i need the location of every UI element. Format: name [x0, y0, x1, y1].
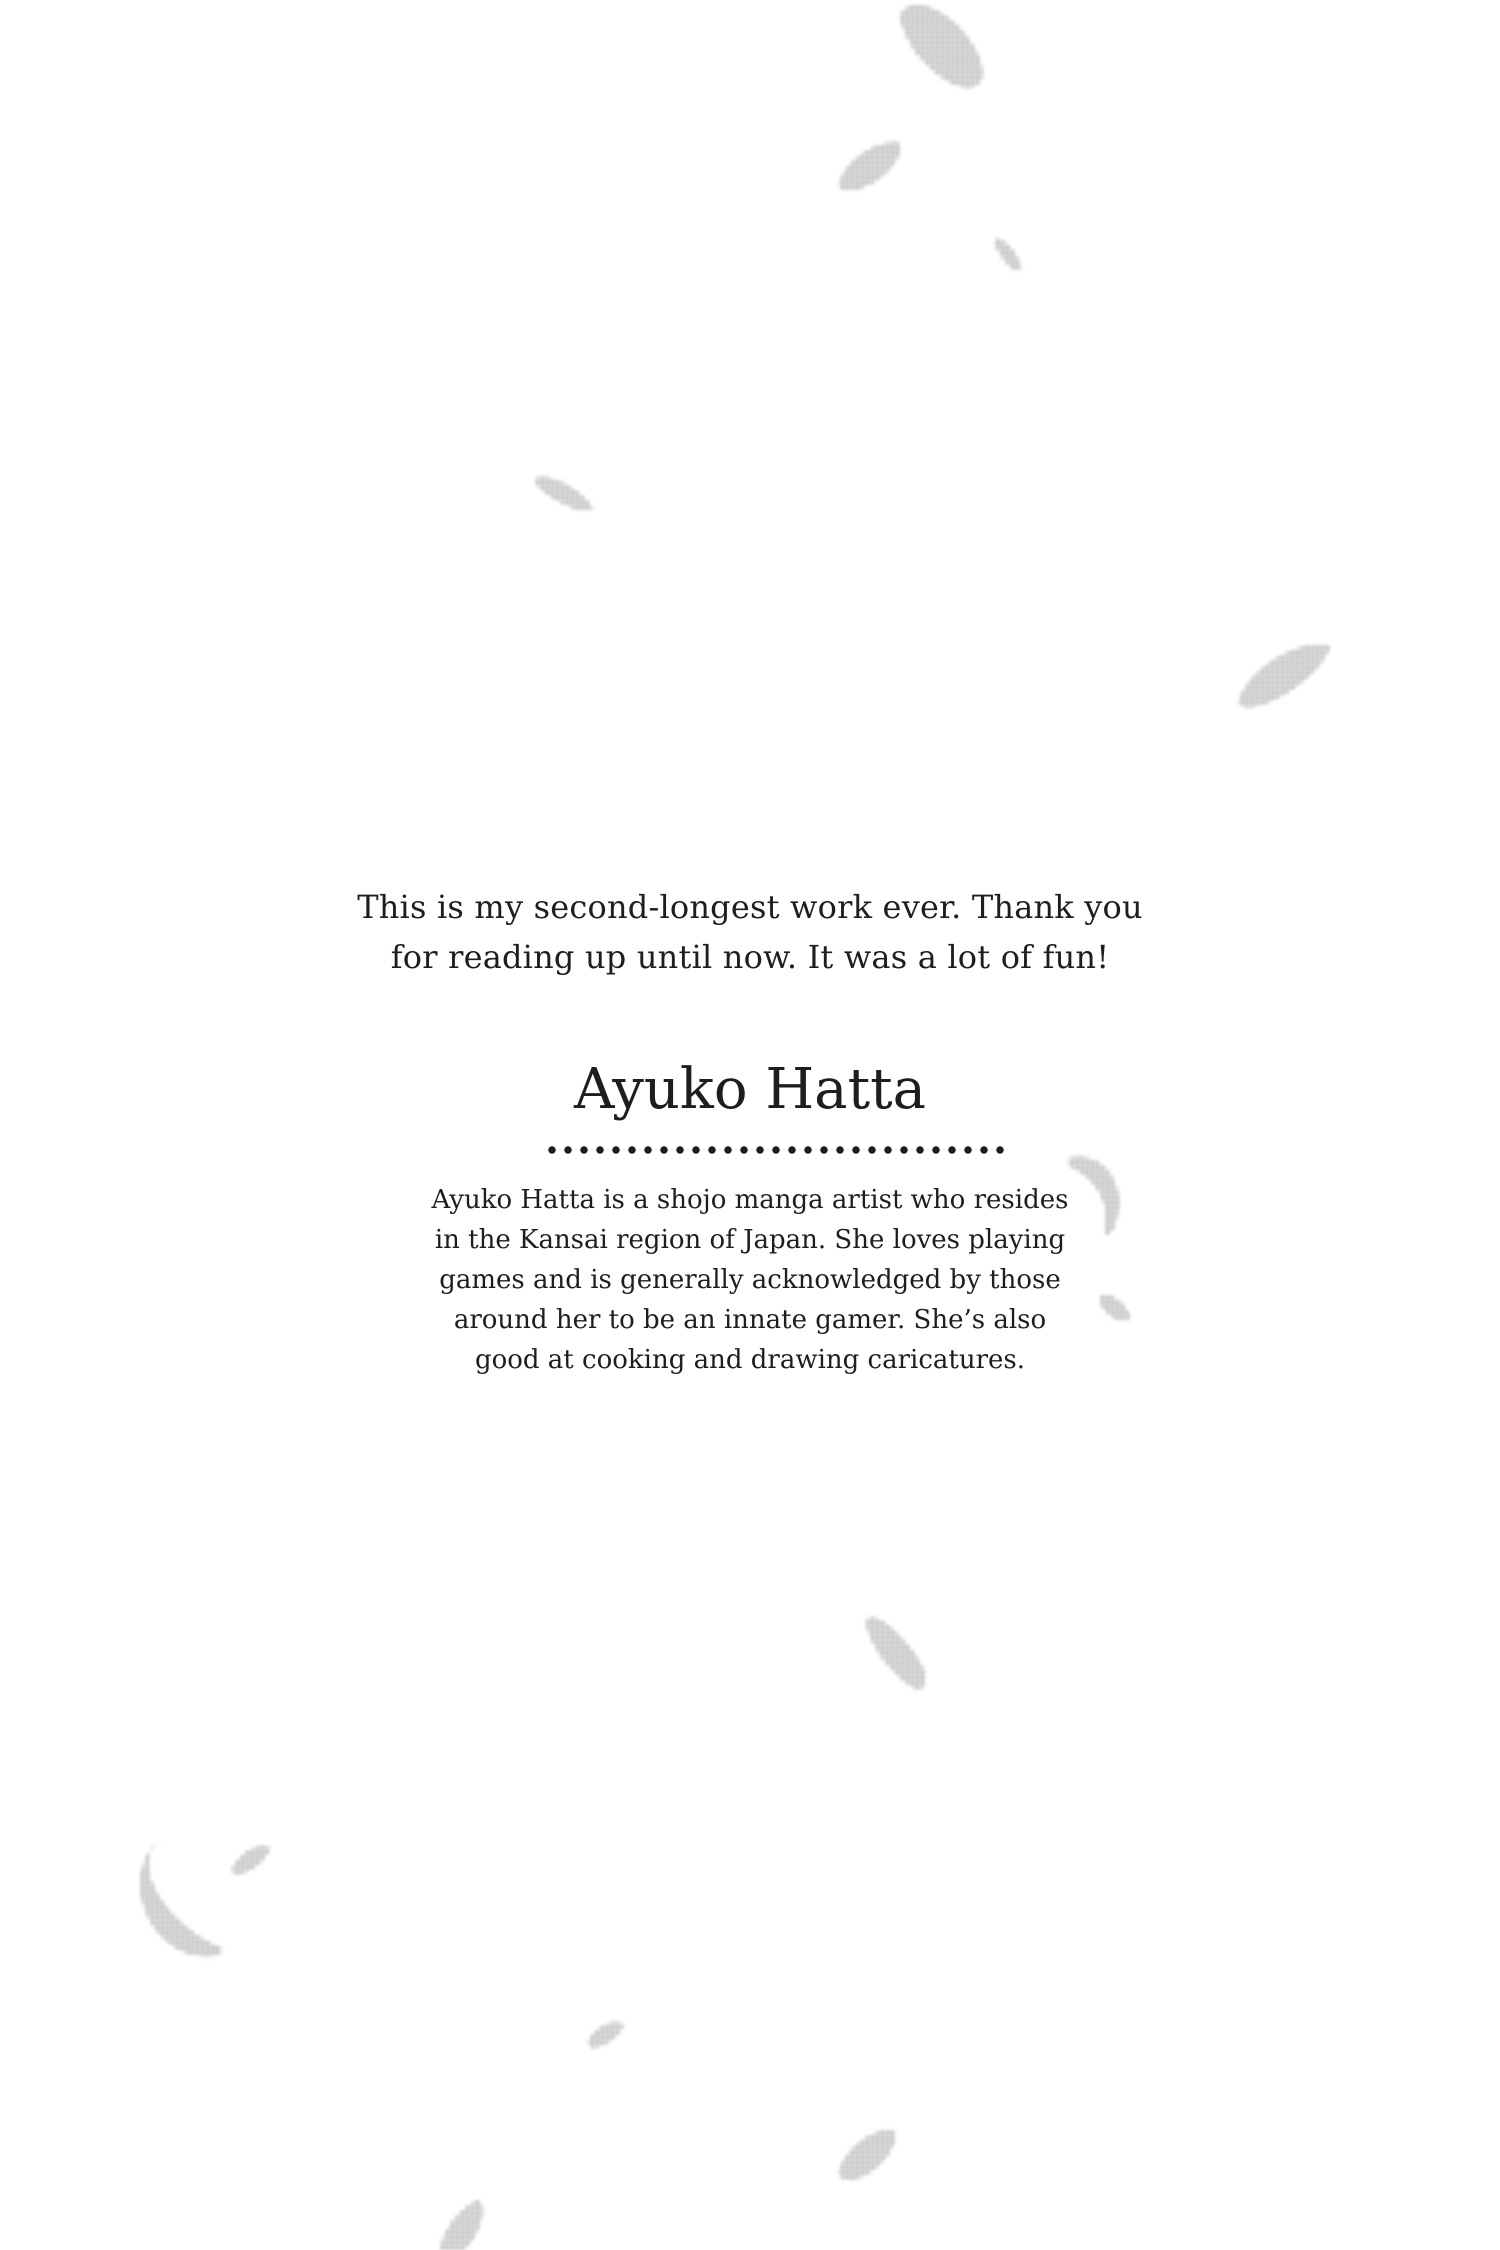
- petal-icon: [588, 2022, 624, 2048]
- afterword-message-line: This is my second-longest work ever. Thank you: [357, 888, 1143, 926]
- petal-icon: [534, 477, 593, 511]
- petal-icon: [838, 2130, 895, 2180]
- author-bio-line: games and is generally acknowledged by those: [439, 1265, 1061, 1295]
- author-bio-line: around her to be an innate gamer. She’s also: [453, 1305, 1047, 1335]
- petal-icon: [440, 2200, 483, 2250]
- petal-icon: [866, 1617, 926, 1689]
- petal-icon: [140, 1838, 222, 1957]
- author-bio-line: Ayuko Hatta is a shojo manga artist who resides: [431, 1185, 1069, 1215]
- afterword-message-line: for reading up until now. It was a lot of fun!: [390, 938, 1110, 976]
- petal-icon: [838, 142, 900, 191]
- petal-icon: [901, 5, 983, 88]
- author-bio: [0, 1180, 1500, 1380]
- author-name-heading: Ayuko Hatta: [574, 1057, 926, 1122]
- author-bio-line: in the Kansai region of Japan. She loves playing: [434, 1225, 1066, 1255]
- author-bio-line: good at cooking and drawing caricatures.: [474, 1345, 1026, 1375]
- petal-icon: [1238, 644, 1330, 707]
- petal-icon: [994, 238, 1022, 271]
- afterword-message: [0, 882, 1500, 982]
- dotted-divider: [544, 1143, 1008, 1157]
- petal-icon: [232, 1846, 270, 1874]
